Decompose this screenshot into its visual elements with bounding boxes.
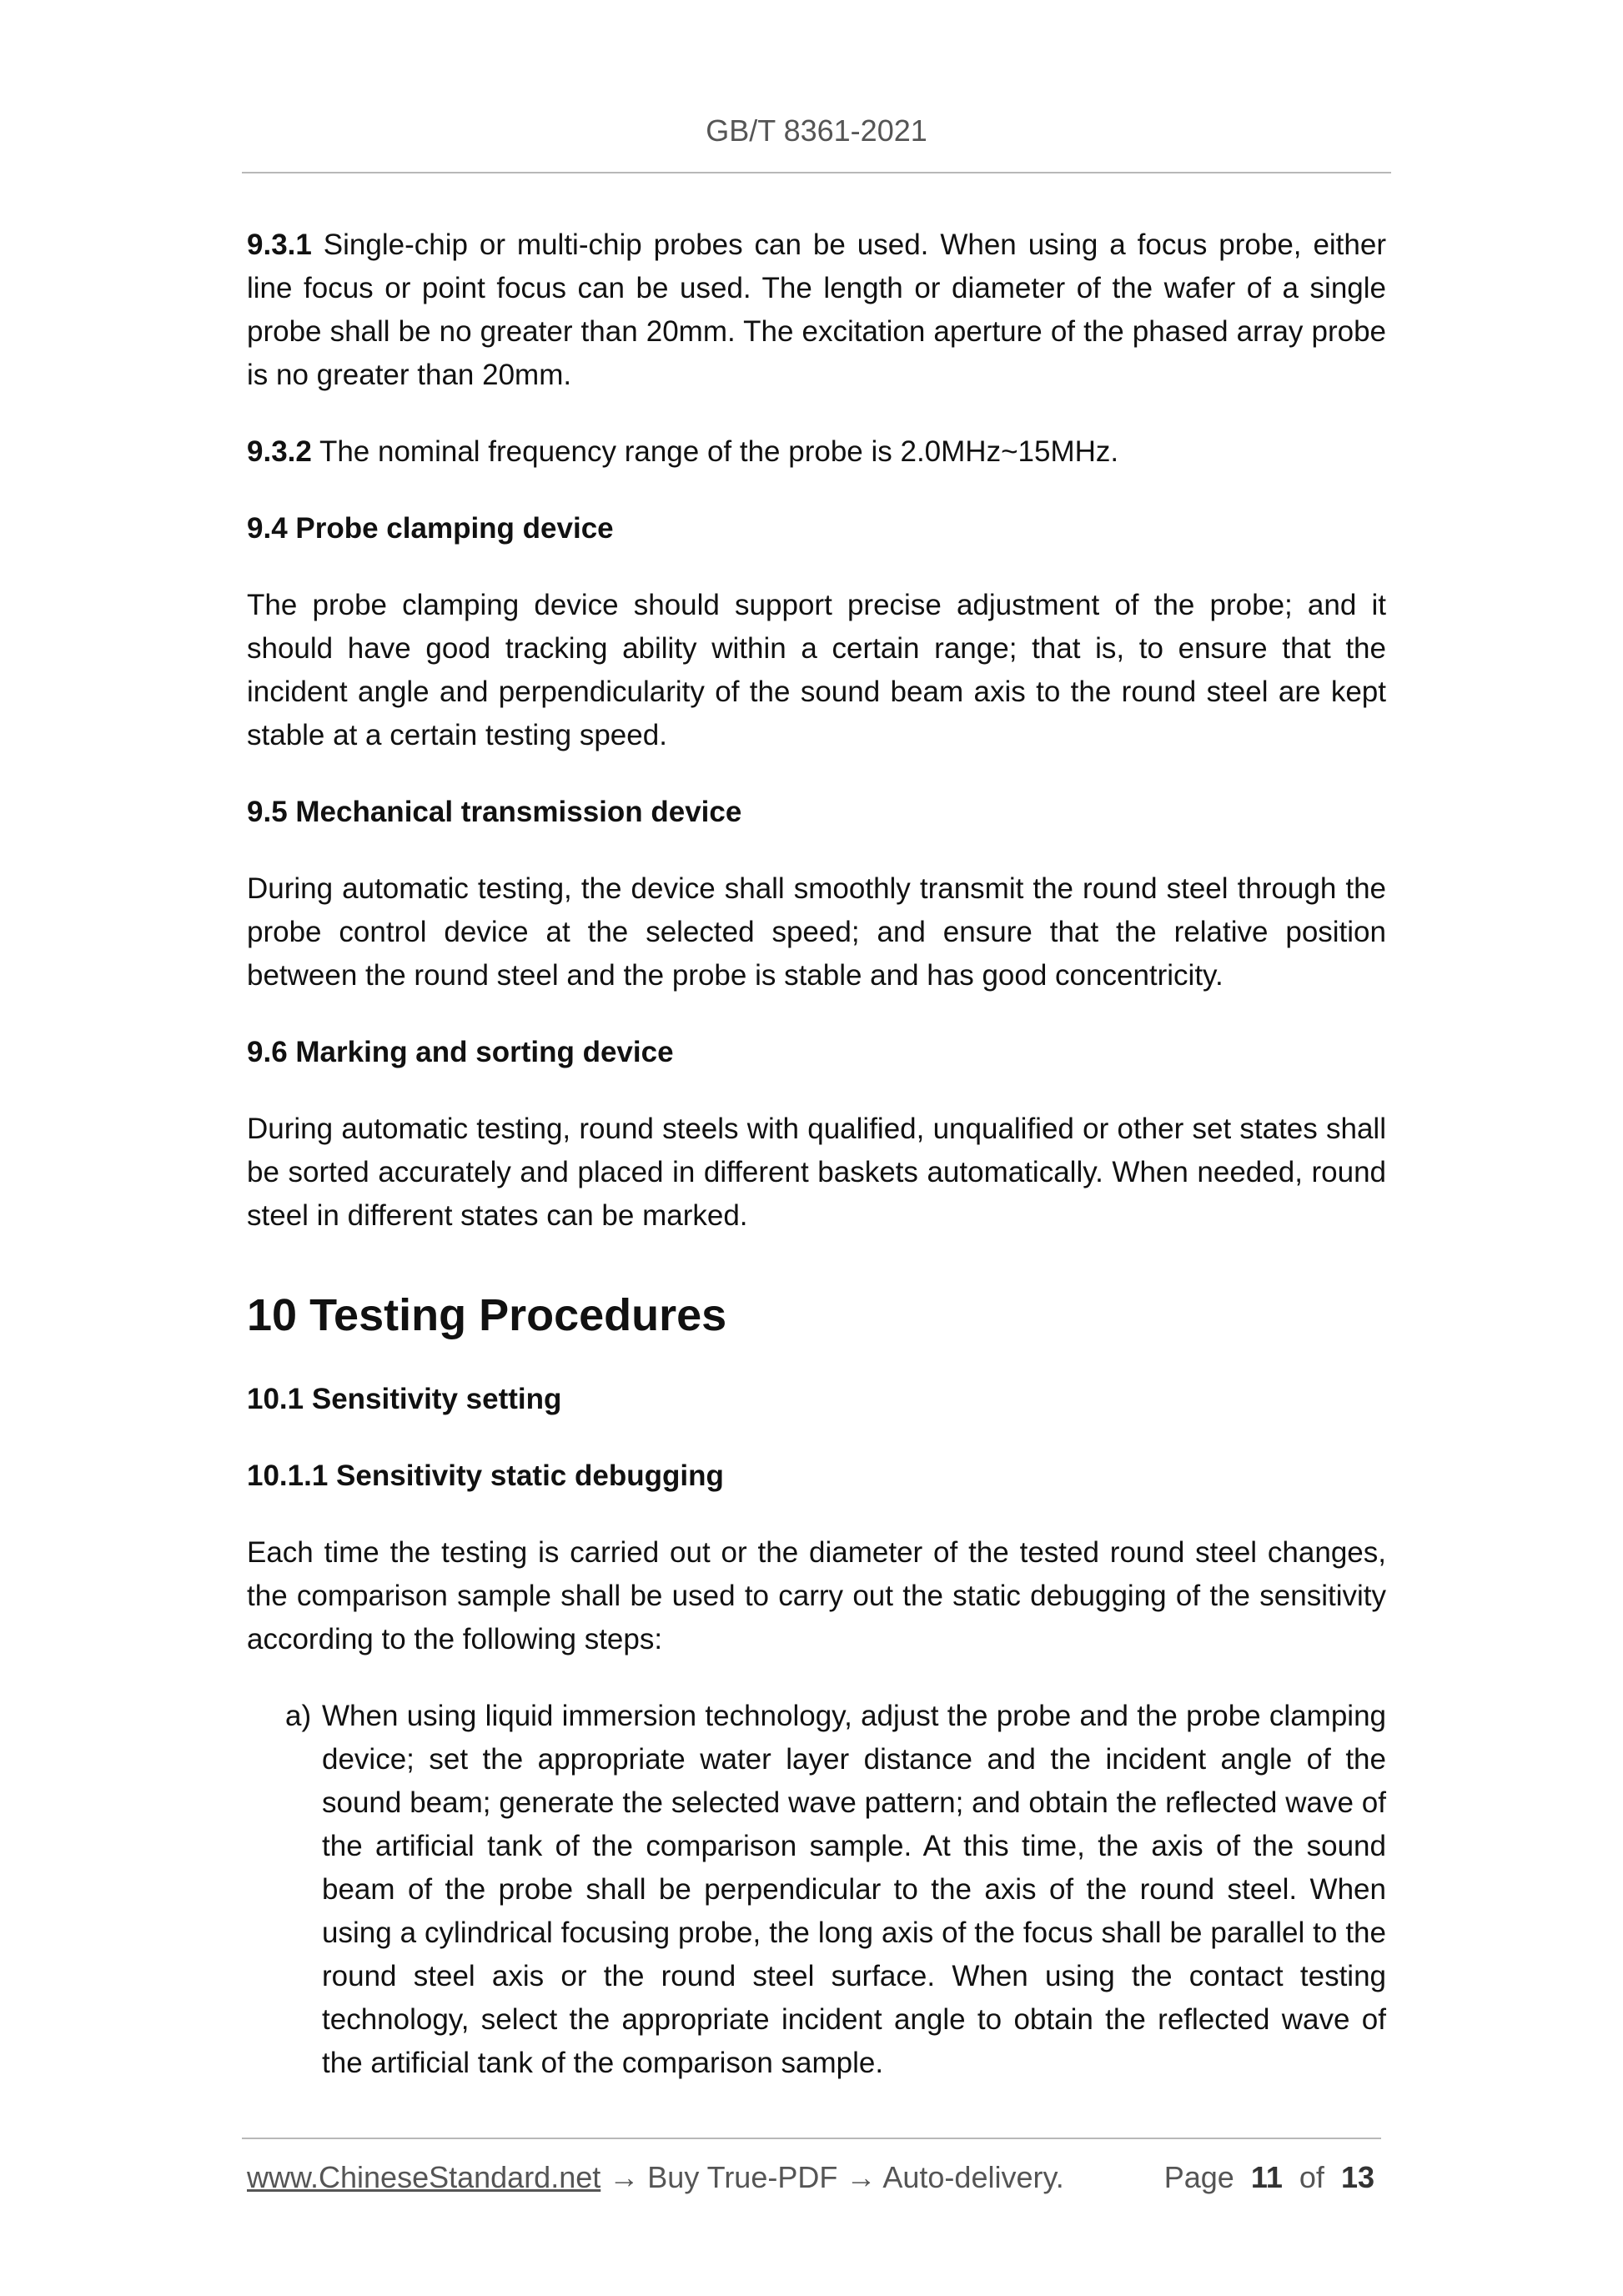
heading-9-5: 9.5 Mechanical transmission device	[247, 796, 742, 828]
paragraph-10-1-1: Each time the testing is carried out or the diameter of the tested round steel changes, the comparison sample shall be used to carry out the static debugging of the sensitivity according to the following steps:	[247, 1536, 1386, 1655]
heading-9-6: 9.6 Marking and sorting device	[247, 1036, 674, 1068]
website-link[interactable]: www.ChineseStandard.net	[247, 2160, 601, 2194]
clause-9-3-2	[247, 430, 1386, 474]
page-indicator	[1164, 2160, 1374, 2195]
list-item-text: When using liquid immersion technology, adjust the probe and the probe clamping device; set the appropriate water layer distance and the incident angle of the sound beam; generate the selected wave pattern; and obtain the reflected wave of the artificial tank of the comparison sample. At this time, the axis of the sound beam of the probe shall be perpendicular to the axis of the round steel. When using a cylindrical focusing probe, the long axis of the focus shall be parallel to the round steel axis or the round steel surface. When using the contact testing technology, select the appropriate incident angle to obtain the reflected wave of the artificial tank of the comparison sample.	[322, 1700, 1386, 2079]
heading-10-1: 10.1 Sensitivity setting	[247, 1383, 562, 1415]
footer-promo	[247, 2160, 1064, 2195]
of-label: of	[1299, 2160, 1324, 2194]
paragraph-9-6: During automatic testing, round steels with qualified, unqualified or other set states shall be sorted accurately and placed in different baskets automatically. When needed, round steel in different states can be marked.	[247, 1113, 1386, 1232]
clause-number: 9.3.2	[247, 435, 312, 468]
clause-number: 9.3.1	[247, 229, 312, 261]
footer-divider	[242, 2138, 1381, 2139]
page-body	[247, 224, 1386, 2085]
arrow-right-icon: →	[609, 2160, 640, 2194]
paragraph-9-4: The probe clamping device should support precise adjustment of the probe; and it should have good tracking ability within a certain range; that is, to ensure that the incident angle and perpendicularity of the sound beam axis to the round steel are kept stable at a certain testing speed.	[247, 589, 1386, 751]
page-current: 11	[1250, 2160, 1283, 2194]
heading-10-1-1: 10.1.1 Sensitivity static debugging	[247, 1459, 724, 1492]
list-marker: a)	[285, 1700, 312, 1732]
page-header	[242, 113, 1391, 148]
header-divider	[242, 172, 1391, 173]
page-label: Page	[1163, 2160, 1234, 2194]
clause-text: The nominal frequency range of the probe is 2.0MHz~15MHz.	[311, 435, 1119, 468]
list-item-a	[285, 1695, 1386, 2085]
paragraph-9-5: During automatic testing, the device shall smoothly transmit the round steel through the probe control device at the selected speed; and ensure that the relative position between the round steel and the probe is stable and has good concentricity.	[247, 872, 1386, 992]
chapter-heading-10: 10 Testing Procedures	[247, 1290, 727, 1340]
page-total: 13	[1340, 2160, 1374, 2194]
page-footer	[247, 2160, 1374, 2195]
document-id: GB/T 8361-2021	[706, 113, 927, 148]
heading-9-4: 9.4 Probe clamping device	[247, 512, 614, 545]
clause-text: Single-chip or multi-chip probes can be used. When using a focus probe, either line focus or point focus can be used. The length or diameter of the wafer of a single probe shall be no greater than 20mm. The excitation aperture of the phased array probe is no greater than 20mm.	[247, 229, 1386, 391]
clause-9-3-1	[247, 224, 1386, 397]
buy-text: Buy True-PDF	[647, 2160, 838, 2194]
arrow-right-icon: →	[846, 2160, 877, 2194]
delivery-text: Auto-delivery.	[882, 2160, 1064, 2194]
